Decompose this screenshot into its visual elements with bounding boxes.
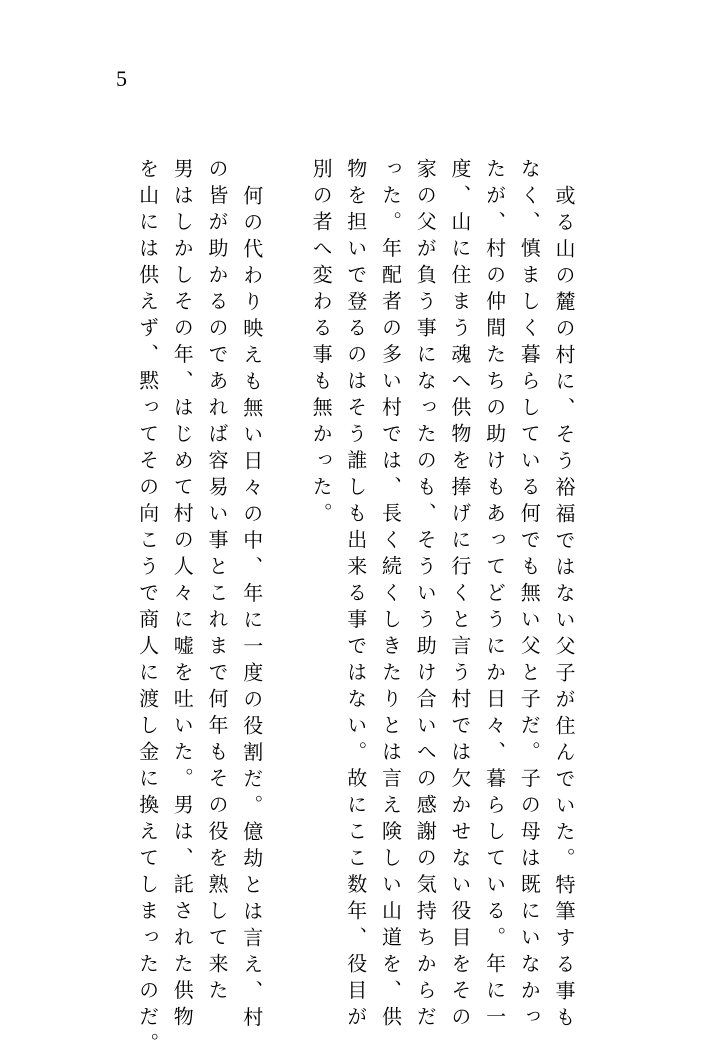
text-line: 家の父が負う事になったのも、そういう助け合いへの感謝の気持ちからだ xyxy=(413,158,438,1033)
text-line: の皆が助かるのであれば容易い事とこれまで何年もその役を熟して来た xyxy=(204,158,229,1006)
text-line: 物を担いで登るのはそう誰しも出来る事ではない。故にここ数年、役目が xyxy=(343,158,368,1033)
text-line: なく、慎ましく暮らしている何でも無い父と子だ。子の母は既にいなかっ xyxy=(517,158,542,1033)
vertical-text-body xyxy=(130,158,581,1059)
paragraph-break xyxy=(269,158,304,878)
text-line: たが、村の仲間たちの助けもあってどうにか日々、暮らしている。年に一 xyxy=(482,158,507,1033)
text-line: 何の代わり映えも無い日々の中、年に一度の役割だ。億劫とは言え、村 xyxy=(239,184,264,1033)
text-line: 別の者へ変わる事も無かった。 xyxy=(309,158,334,529)
text-line: った。年配者の多い村では、長く続くしきたりとは言え険しい山道を、供 xyxy=(378,158,403,1033)
text-line: 或る山の麓の村に、そう裕福ではない父子が住んでいた。特筆する事も xyxy=(552,184,576,1033)
text-line: を山には供えず、黙ってその向こうで商人に渡し金に換えてしまったのだ。 xyxy=(135,158,160,1059)
page-number: 5 xyxy=(116,66,127,91)
text-line: 男はしかしその年、はじめて村の人々に嘘を吐いた。男は、託された供物 xyxy=(170,158,195,1033)
text-line: 度、山に住まう魂へ供物を捧げに行くと言う村では欠かせない役目をその xyxy=(447,158,472,1033)
